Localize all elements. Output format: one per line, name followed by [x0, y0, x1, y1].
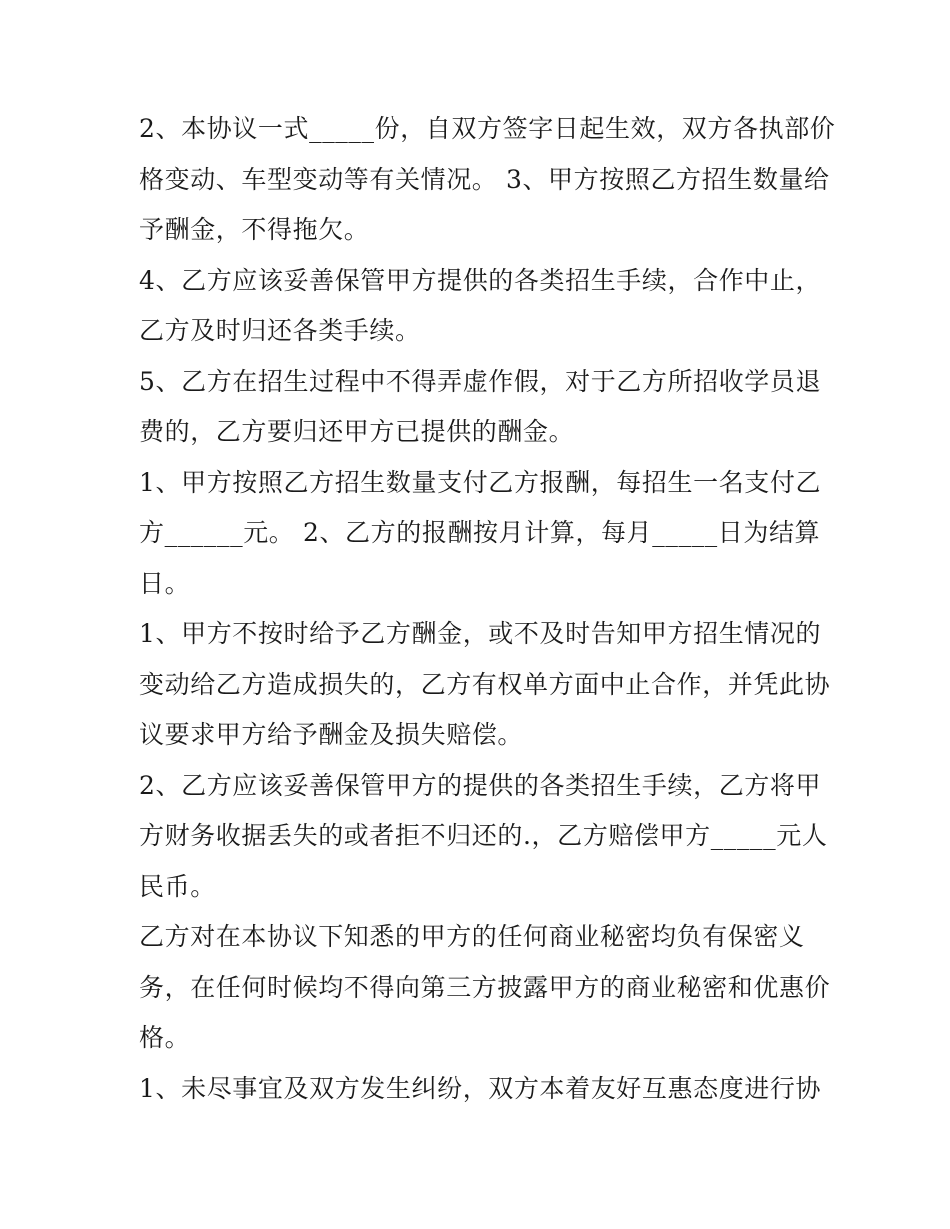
text-line: 乙方对在本协议下知悉的甲方的任何商业秘密均负有保密义	[139, 922, 805, 951]
text-line: 予酬金，不得拖欠。	[139, 215, 370, 244]
paragraph-confidentiality	[139, 912, 831, 1064]
text-line: 议要求甲方给予酬金及损失赔偿。	[139, 720, 524, 749]
text-line: 格。	[139, 1023, 191, 1052]
paragraph-disputes	[139, 1064, 822, 1115]
text-line: 4、乙方应该妥善保管甲方提供的各类招生手续，合作中止，	[139, 265, 822, 295]
text-line: 变动给乙方造成损失的，乙方有权单方面中止合作，并凭此协	[139, 669, 831, 699]
text-line: 1、甲方不按时给予乙方酬金，或不及时告知甲方招生情况的	[139, 619, 822, 648]
paragraph-agreement-copies	[139, 104, 836, 256]
paragraph-keep-procedures	[139, 256, 822, 357]
paragraph-breach-party-b	[139, 761, 828, 913]
text-line: 1、未尽事宜及双方发生纠纷，双方本着友好互惠态度进行协	[139, 1073, 822, 1103]
text-line: 务，在任何时候均不得向第三方披露甲方的商业秘密和优惠价	[139, 972, 831, 1002]
text-line: 方财务收据丢失的或者拒不归还的.，乙方赔偿甲方_____元人	[139, 821, 828, 850]
text-line: 2、本协议一式_____份，自双方签字日起生效，双方各执部价	[139, 114, 836, 143]
text-line: 民币。	[139, 871, 216, 901]
paragraph-remuneration	[139, 458, 822, 610]
paragraph-no-fraud	[139, 357, 822, 458]
document-body	[139, 104, 836, 1114]
text-line: 格变动、车型变动等有关情况。 3、甲方按照乙方招生数量给	[139, 164, 830, 194]
text-line: 5、乙方在招生过程中不得弄虚作假，对于乙方所招收学员退	[139, 366, 822, 396]
text-line: 2、乙方应该妥善保管甲方的提供的各类招生手续，乙方将甲	[139, 770, 822, 800]
text-line: 方______元。 2、乙方的报酬按月计算，每月_____日为结算	[139, 518, 821, 547]
text-line: 日。	[139, 568, 191, 598]
text-line: 1、甲方按照乙方招生数量支付乙方报酬，每招生一名支付乙	[139, 467, 822, 497]
text-line: 乙方及时归还各类手续。	[139, 316, 421, 345]
paragraph-breach-party-a	[139, 609, 831, 761]
text-line: 费的，乙方要归还甲方已提供的酬金。	[139, 417, 575, 446]
